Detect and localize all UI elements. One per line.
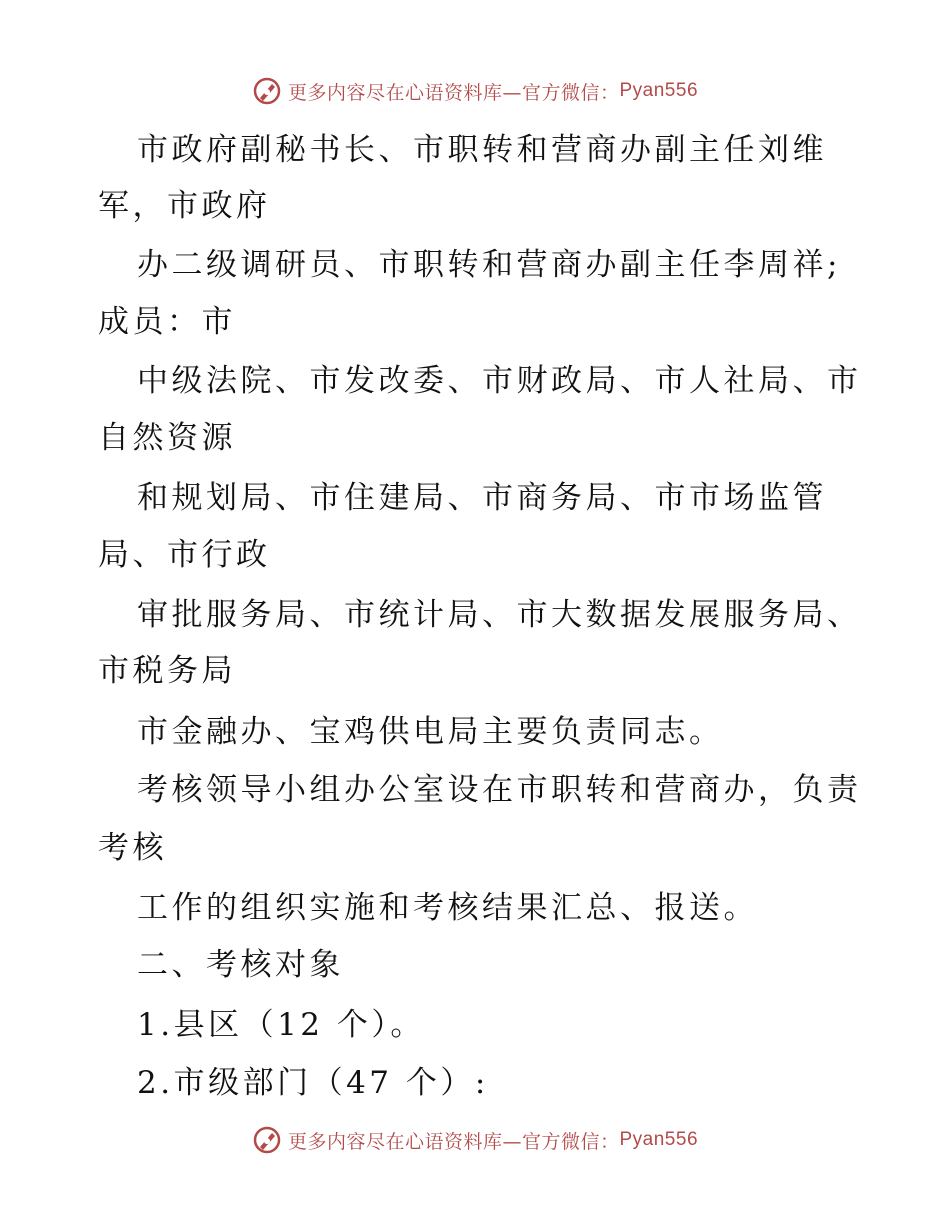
text-line: 军，市政府 xyxy=(98,188,271,224)
text-line: 考核 xyxy=(98,830,167,866)
text-line: 成员：市 xyxy=(98,304,236,340)
pen-seal-icon xyxy=(252,76,282,106)
text-line: 考核领导小组办公室设在市职转和营商办，负责 xyxy=(137,772,862,808)
text-line: 1.县区（12 个）。 xyxy=(137,1007,425,1043)
text-line: 2.市级部门（47 个）: xyxy=(137,1065,489,1101)
watermark-text: 更多内容尽在心语资料库—官方微信： xyxy=(287,1130,620,1153)
text-line: 市政府副秘书长、市职转和营商办副主任刘维 xyxy=(137,132,827,168)
text-line: 二、考核对象 xyxy=(137,947,344,983)
text-line: 和规划局、市住建局、市商务局、市市场监管 xyxy=(137,480,827,516)
watermark-text: 更多内容尽在心语资料库—官方微信： xyxy=(287,81,620,104)
watermark-wechat-id: Pyan556 xyxy=(619,1129,699,1150)
text-line: 中级法院、市发改委、市财政局、市人社局、市 xyxy=(137,363,862,399)
text-line: 市税务局 xyxy=(98,653,236,689)
text-line: 审批服务局、市统计局、市大数据发展服务局、 xyxy=(137,597,862,633)
text-line: 市金融办、宝鸡供电局主要负责同志。 xyxy=(137,714,724,750)
text-line: 办二级调研员、市职转和营商办副主任李周祥; xyxy=(137,247,841,283)
pen-seal-icon xyxy=(252,1125,282,1155)
text-line: 局、市行政 xyxy=(98,537,271,573)
watermark-header xyxy=(0,71,950,111)
watermark-footer xyxy=(0,1120,950,1160)
text-line: 工作的组织实施和考核结果汇总、报送。 xyxy=(137,890,758,926)
text-line: 自然资源 xyxy=(98,420,236,456)
watermark-wechat-id: Pyan556 xyxy=(619,80,699,101)
